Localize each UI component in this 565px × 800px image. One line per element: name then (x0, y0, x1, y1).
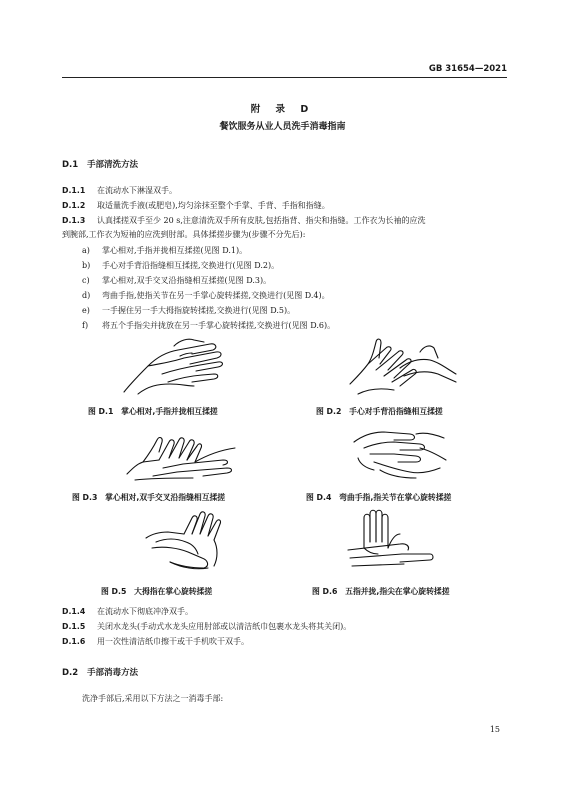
figure-caption-d1: 图 D.1 掌心相对,手指并拢相互揉搓 (88, 407, 218, 416)
step-label: d) (82, 291, 91, 300)
standard-number: GB 31654—2021 (428, 64, 507, 74)
figure-d4-hand-illustration (350, 424, 450, 482)
section-title: 手部清洗方法 (86, 160, 138, 170)
figure-d6-hand-illustration (344, 508, 436, 572)
clause-text: 关闭水龙头(手动式水龙头应用肘部或以清洁纸巾包裹水龙头将其关闭)。 (97, 622, 352, 631)
figure-d2-hand-illustration (346, 334, 461, 396)
step-text: 掌心相对,手指并拢相互揉搓(见图 D.1)。 (102, 246, 248, 255)
clause-text-line1: 认真揉搓双手至少 20 s,注意清洗双手所有皮肤,包括指背、指尖和指缝。工作衣为长袖的应洗 (97, 216, 426, 225)
clause-d1-4 (62, 605, 510, 619)
figure-caption-d6: 图 D.6 五指并拢,指尖在掌心旋转揉搓 (312, 587, 450, 596)
step-text: 掌心相对,双手交叉沿指缝相互揉搓(见图 D.3)。 (102, 276, 272, 285)
step-item (82, 319, 502, 332)
section-heading-d1 (62, 158, 138, 170)
clause-d1-3-continued (62, 228, 510, 242)
step-item (82, 304, 502, 317)
step-item (82, 289, 502, 302)
appendix-label: 附 录 D (250, 104, 315, 115)
clause-text: 用一次性清洁纸巾擦干或干手机吹干双手。 (97, 637, 249, 646)
clause-text-line2: 到腕部,工作衣为短袖的应洗到肘部。具体揉搓步骤为(步骤不分先后): (62, 230, 306, 239)
section-title: 手部消毒方法 (86, 668, 138, 678)
figure-d1-hand-illustration (118, 334, 238, 396)
figure-d3-hand-illustration (123, 424, 243, 482)
step-text: 手心对手背沿指缝相互揉搓,交换进行(见图 D.2)。 (102, 261, 280, 270)
step-item (82, 259, 502, 272)
appendix-title: 餐饮服务从业人员洗手消毒指南 (219, 122, 346, 132)
figure-caption-d5: 图 D.5 大拇指在掌心旋转揉搓 (101, 587, 213, 596)
clause-number: D.1.6 (62, 637, 86, 646)
clause-text: 在流动水下彻底冲净双手。 (97, 607, 193, 616)
clause-number: D.1.1 (62, 186, 86, 195)
clause-d1-5 (62, 620, 510, 634)
clause-text: 在流动水下淋湿双手。 (97, 186, 177, 195)
step-text: 将五个手指尖并拢放在另一手掌心旋转揉搓,交换进行(见图 D.6)。 (102, 321, 336, 330)
step-text: 弯曲手指,使指关节在另一手掌心旋转揉搓,交换进行(见图 D.4)。 (102, 291, 330, 300)
clause-d1-6 (62, 635, 510, 649)
page-number: 15 (489, 725, 500, 734)
clause-number: D.1.5 (62, 622, 86, 631)
section-number: D.1 (62, 160, 79, 170)
figure-caption-d2: 图 D.2 手心对手背沿指缝相互揉搓 (316, 407, 443, 416)
clause-d1-2 (62, 199, 510, 213)
section-intro: 洗净手部后,采用以下方法之一消毒手部: (82, 694, 224, 703)
step-text: 一手握住另一手大拇指旋转揉搓,交换进行(见图 D.5)。 (102, 306, 296, 315)
step-label: e) (82, 306, 90, 315)
section-number: D.2 (62, 668, 79, 678)
clause-number: D.1.3 (62, 216, 86, 225)
figure-caption-d3: 图 D.3 掌心相对,双手交叉沿指缝相互揉搓 (72, 493, 226, 502)
step-item (82, 244, 502, 257)
clause-number: D.1.4 (62, 607, 86, 616)
clause-text: 取适量洗手液(或肥皂),均匀涂抹至整个手掌、手背、手指和指缝。 (97, 201, 330, 210)
header-rule (62, 77, 507, 78)
step-label: a) (82, 246, 90, 255)
step-label: b) (82, 261, 91, 270)
clause-number: D.1.2 (62, 201, 86, 210)
section-heading-d2 (62, 666, 138, 678)
figure-caption-d4: 图 D.4 弯曲手指,指关节在掌心旋转揉搓 (306, 493, 452, 502)
clause-d1-3 (62, 214, 510, 228)
step-label: f) (82, 321, 89, 330)
step-item (82, 274, 502, 287)
step-label: c) (82, 276, 90, 285)
figure-d5-hand-illustration (142, 508, 234, 572)
clause-d1-1 (62, 184, 510, 198)
